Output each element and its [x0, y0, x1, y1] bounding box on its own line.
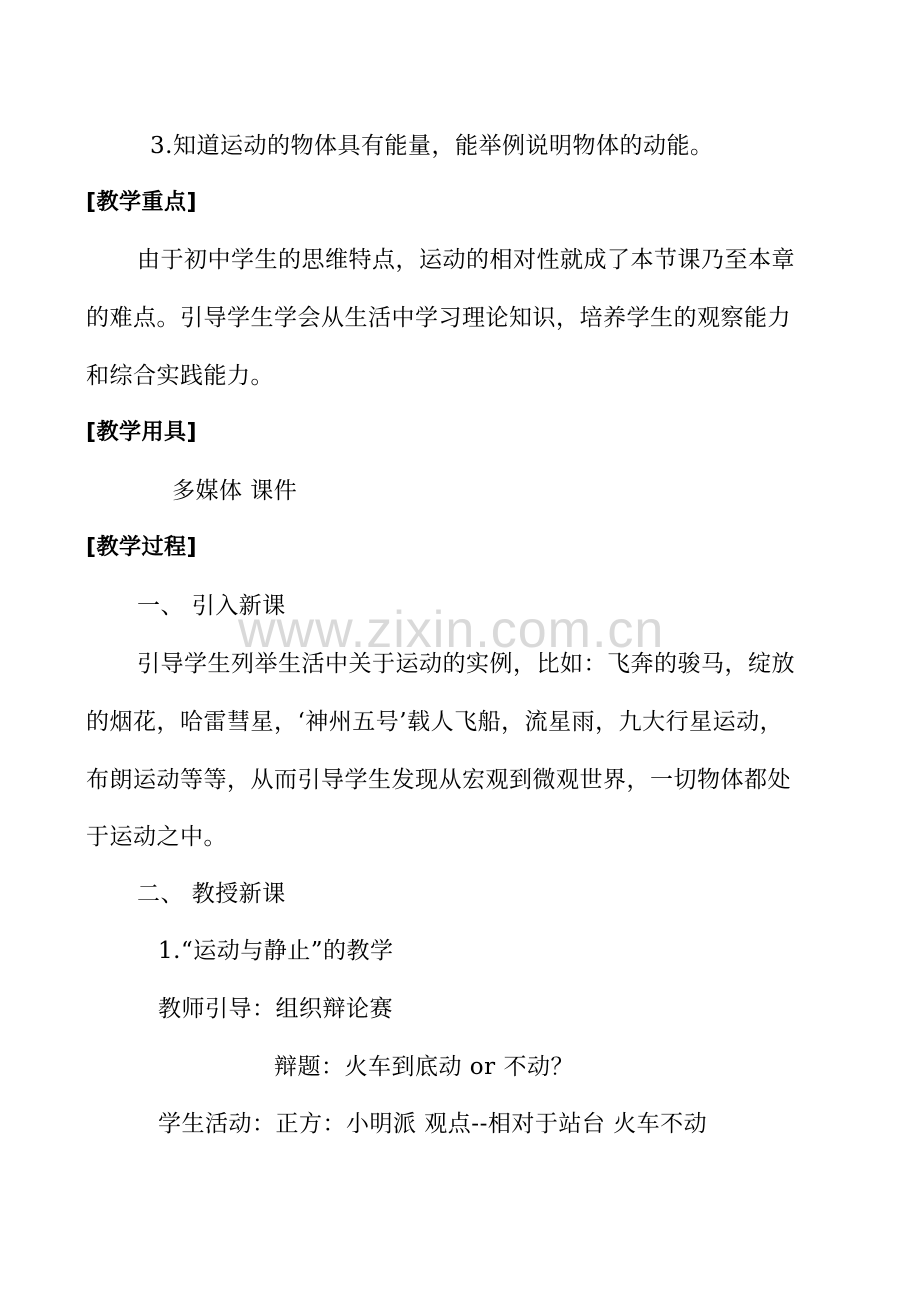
part1-line: 布朗运动等等，从而引导学生发现从宏观到微观世界，一切物体都处 — [86, 767, 791, 793]
tools-text: 多媒体 课件 — [172, 478, 298, 504]
tools-heading: [教学用具] — [86, 420, 198, 445]
part1-line: 的烟花，哈雷彗星，‘神州五号’载人飞船，流星雨，九大行星运动， — [86, 709, 784, 735]
part2-title: 二、 教授新课 — [137, 881, 286, 907]
key-points-line: 由于初中学生的思维特点，运动的相对性就成了本节课乃至本章 — [137, 247, 795, 273]
debate-topic: 辩题：火车到底动 or 不动？ — [274, 1054, 574, 1080]
part1-line: 引导学生列举生活中关于运动的实例，比如：飞奔的骏马，绽放 — [137, 651, 795, 677]
key-points-line: 和综合实践能力。 — [86, 363, 274, 389]
part1-title: 一、 引入新课 — [137, 593, 286, 619]
student-activity: 学生活动：正方：小明派 观点--相对于站台 火车不动 — [158, 1111, 708, 1137]
process-heading: [教学过程] — [86, 535, 198, 560]
key-points-heading: [教学重点] — [86, 190, 198, 215]
teacher-guide: 教师引导：组织辩论赛 — [158, 996, 393, 1022]
watermark: www.zixin.com.cn — [238, 601, 665, 659]
key-points-line: 的难点。引导学生学会从生活中学习理论知识，培养学生的观察能力 — [86, 305, 791, 331]
part2-sub1: 1.“运动与静止”的教学 — [158, 938, 394, 964]
objective-3: 3.知道运动的物体具有能量，能举例说明物体的动能。 — [150, 133, 714, 159]
part1-line: 于运动之中。 — [86, 824, 227, 850]
